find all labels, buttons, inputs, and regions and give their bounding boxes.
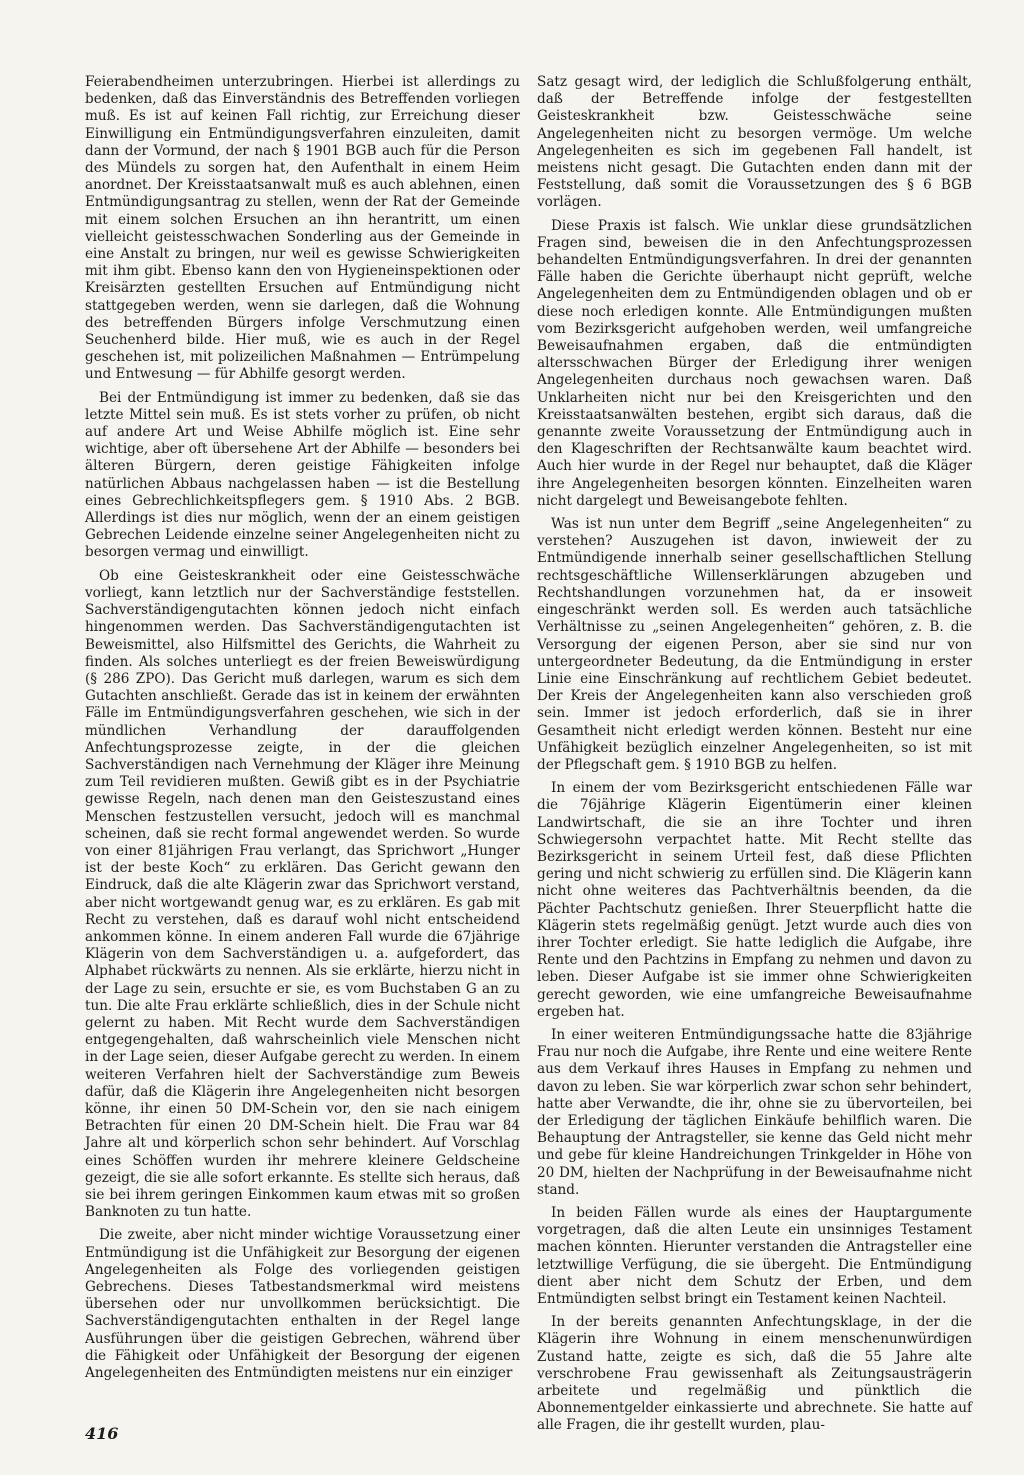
paragraph: In einem der vom Bezirksgericht entschiedenen Fälle war die 76jährige Klägerin Eigentümerin einer kleinen Landwirtschaft, die sie an ihre Tochter und ihren Schwiegersohn verpachtet hatte. Mit Recht stellte das Bezirksgericht in seinem Urteil fest, daß diese Pflichten gering und nicht schwierig zu erfüllen sind. Die Klägerin kann nicht ohne weiteres das Pachtverhältnis beenden, da die Pächter Pachtschutz genießen. Ihrer Steuerpflicht hatte die Klägerin stets regelmäßig genügt. Jetzt wurde auch dies von ihrer Tochter erledigt. Sie hatte lediglich die Aufgabe, ihre Rente und den Pachtzins in Empfang zu nehmen und davon zu leben. Dieser Aufgabe ist sie immer ohne Schwierigkeiten gerecht geworden, wie eine umfangreiche Beweisaufnahme ergeben hat.	[537, 780, 972, 1020]
paragraph: Diese Praxis ist falsch. Wie unklar diese grundsätzlichen Fragen sind, beweisen die in den Anfechtungsprozessen behandelten Entmündigungsverfahren. In drei der genannten Fälle haben die Gerichte überhaupt nicht geprüft, welche Angelegenheiten dem zu Entmündigenden oblagen und ob er diese noch erledigen konnte. Alle Entmündigungen mußten vom Bezirksgericht aufgehoben werden, weil umfangreiche Beweisaufnahmen ergaben, daß die entmündigten altersschwachen Bürger der Erledigung ihrer wenigen Angelegenheiten durchaus noch gewachsen waren. Daß Unklarheiten nicht nur bei den Kreisgerichten und den Kreisstaatsanwälten bestehen, ergibt sich daraus, daß die genannte zweite Voraussetzung der Entmündigung auch in den Klageschriften der Rechtsanwälte kaum beachtet wird. Auch hier wurde in der Regel nur behauptet, daß die Kläger ihre Angelegenheiten besorgen könnten. Einzelheiten waren nicht dargelegt und Beweisangebote fehlten.	[537, 217, 972, 509]
paragraph: Ob eine Geisteskrankheit oder eine Geistesschwäche vorliegt, kann letztlich nur der Sachverständige feststellen. Sachverständigengutachten können jedoch nicht einfach hingenommen werden. Das Sachverständigengutachten ist Beweismittel, also Hilfsmittel des Gerichts, die Wahrheit zu finden. Als solches unterliegt es der freien Beweiswürdigung (§ 286 ZPO). Das Gericht muß darlegen, warum es sich dem Gutachten anschließt. Gerade das ist in keinem der erwähnten Fälle im Entmündigungsverfahren geschehen, wie sich in der mündlichen Verhandlung der darauffolgenden Anfechtungsprozesse zeigte, in der die gleichen Sachverständigen nach Vernehmung der Kläger ihre Meinung zum Teil revidieren mußten. Gewiß gibt es in der Psychiatrie gewisse Regeln, nach denen man den Geisteszustand eines Menschen festzustellen versucht, jedoch will es manchmal scheinen, daß sie recht formal angewendet werden. So wurde von einer 81jährigen Frau verlangt, das Sprichwort „Hunger ist der beste Koch“ zu erklären. Das Gericht gewann den Eindruck, daß die alte Klägerin zwar das Sprichwort verstand, aber nicht wortgewandt genug war, es zu erklären. Es gab mit Recht zu verstehen, daß es darauf wohl nicht entscheidend ankommen könne. In einem anderen Fall wurde die 67jährige Klägerin von dem Sachverständigen u. a. aufgefordert, das Alphabet rückwärts zu nennen. Als sie erklärte, hierzu nicht in der Lage zu sein, ersuchte er sie, es vom Buchstaben G an zu tun. Die alte Frau erklärte schließlich, dies in der Schule nicht gelernt zu haben. Mit Recht wurde dem Sachverständigen entgegengehalten, daß wahrscheinlich viele Menschen nicht in der Lage seien, dieser Aufgabe gerecht zu werden. In einem weiteren Verfahren hielt der Sachverständige zum Beweis dafür, daß die Klägerin ihre Angelegenheiten nicht besorgen könne, ihr einen 50 DM-Schein vor, den sie nach einigem Betrachten für einen 20 DM-Schein hielt. Die Frau war 84 Jahre alt und körperlich schon sehr behindert. Auf Vorschlag eines Schöffen wurden ihr mehrere kleinere Geldscheine gezeigt, die sie alle sofort erkannte. Es stellte sich heraus, daß sie bei ihrem geringen Einkommen kaum etwas mit so großen Banknoten zu tun hatte.	[85, 567, 520, 1221]
paragraph: Bei der Entmündigung ist immer zu bedenken, daß sie das letzte Mittel sein muß. Es ist stets vorher zu prüfen, ob nicht auf andere Art und Weise Abhilfe möglich ist. Eine sehr wichtige, aber oft übersehene Art der Abhilfe — besonders bei älteren Bürgern, deren geistige Fähigkeiten infolge natürlichen Abbaus nachgelassen haben — ist die Bestellung eines Gebrechlichkeitspflegers gem. § 1910 Abs. 2 BGB. Allerdings ist dies nur möglich, wenn der an einem geistigen Gebrechen Leidende einzelne seiner Angelegenheiten nicht zu besorgen vermag und einwilligt.	[85, 389, 520, 561]
paragraph: Satz gesagt wird, der lediglich die Schlußfolgerung enthält, daß der Betreffende infolge der festgestellten Geisteskrankheit bzw. Geistesschwäche seine Angelegenheiten nicht zu besorgen vermöge. Um welche Angelegenheiten es sich im gegebenen Fall handelt, ist meistens nicht gesagt. Die Gutachten enden dann mit der Feststellung, daß somit die Voraussetzungen des § 6 BGB vorlägen.	[537, 74, 972, 211]
paragraph: In der bereits genannten Anfechtungsklage, in der die Klägerin ihre Wohnung in einem menschenunwürdigen Zustand hatte, zeigte es sich, daß die 55 Jahre alte verschrobene Frau gewissenhaft als Zeitungsausträgerin arbeitete und regelmäßig und pünktlich die Abonnementgelder einkassierte und abrechnete. Sie hatte auf alle Fragen, die ihr gestellt wurden, plau-	[537, 1314, 972, 1434]
right-column	[537, 74, 972, 1441]
left-column	[85, 74, 520, 1388]
paragraph: Was ist nun unter dem Begriff „seine Angelegenheiten“ zu verstehen? Auszugehen ist davon, inwieweit der zu Entmündigende innerhalb seiner gesellschaftlichen Stellung rechtsgeschäftliche Willenserklärungen abzugeben und Rechtshandlungen vorzunehmen hat, da er insoweit eingeschränkt werden soll. Es werden auch tatsächliche Verhältnisse zu „seinen Angelegenheiten“ gehören, z. B. die Versorgung der eigenen Person, aber sie sind nur von untergeordneter Bedeutung, da die Entmündigung in erster Linie eine Einschränkung auf rechtlichem Gebiet bedeutet. Der Kreis der Angelegenheiten kann also verschieden groß sein. Immer ist jedoch erforderlich, daß sie in ihrer Gesamtheit nicht erledigt werden können. Besteht nur eine Unfähigkeit bezüglich einzelner Angelegenheiten, so ist mit der Pflegschaft gem. § 1910 BGB zu helfen.	[537, 516, 972, 773]
paragraph: Die zweite, aber nicht minder wichtige Voraussetzung einer Entmündigung ist die Unfähigkeit zur Besorgung der eigenen Angelegenheiten als Folge des vorliegenden geistigen Gebrechens. Dieses Tatbestandsmerkmal wird meistens übersehen oder nur unvollkommen berücksichtigt. Die Sachverständigengutachten enthalten in der Regel lange Ausführungen über die geistigen Gebrechen, während über die Fähigkeit oder Unfähigkeit der Besorgung der eigenen Angelegenheiten des Entmündigten meistens nur ein einziger	[85, 1227, 520, 1382]
paragraph: In beiden Fällen wurde als eines der Hauptargumente vorgetragen, daß die alten Leute ein unsinniges Testament machen könnten. Hierunter verstanden die Antragsteller eine letztwillige Verfügung, die sie übergeht. Die Entmündigung dient aber nicht dem Schutz der Erben, und dem Entmündigten selbst bringt ein Testament keinen Nachteil.	[537, 1205, 972, 1308]
page-number: 416	[85, 1424, 119, 1443]
paragraph: In einer weiteren Entmündigungssache hatte die 83jährige Frau nur noch die Aufgabe, ihre Rente und eine weitere Rente aus dem Verkauf ihres Hauses in Empfang zu nehmen und davon zu leben. Sie war körperlich zwar schon sehr behindert, hatte aber Verwandte, die ihr, ohne sie zu übervorteilen, bei der Erledigung der täglichen Einkäufe behilflich waren. Die Behauptung der Antragsteller, sie kenne das Geld nicht mehr und gebe für kleine Handreichungen Trinkgelder in Höhe von 20 DM, hielten der Nachprüfung in der Beweisaufnahme nicht stand.	[537, 1026, 972, 1198]
paragraph: Feierabendheimen unterzubringen. Hierbei ist allerdings zu bedenken, daß das Einverständnis des Betreffenden vorliegen muß. Es ist auf keinen Fall richtig, zur Erreichung dieser Einwilligung ein Entmündigungsverfahren einzuleiten, damit dann der Vormund, der nach § 1901 BGB auch für die Person des Mündels zu sorgen hat, den Aufenthalt in einem Heim anordnet. Der Kreisstaatsanwalt muß es auch ablehnen, einen Entmündigungsantrag zu stellen, wenn der Rat der Gemeinde mit einem solchen Ersuchen an ihn herantritt, um einen vielleicht geistesschwachen Sonderling aus der Gemeinde in eine Anstalt zu bringen, nur weil es gewisse Schwierigkeiten mit ihm gibt. Ebenso kann den von Hygieneinspektionen oder Kreisärzten gestellten Ersuchen auf Entmündigung nicht stattgegeben werden, wenn sie darlegen, daß die Wohnung des betreffenden Bürgers infolge Verschmutzung einen Seuchenherd bilde. Hier muß, wie es auch in der Regel geschehen ist, mit polizeilichen Maßnahmen — Entrümpelung und Entwesung — für Abhilfe gesorgt werden.	[85, 74, 520, 383]
